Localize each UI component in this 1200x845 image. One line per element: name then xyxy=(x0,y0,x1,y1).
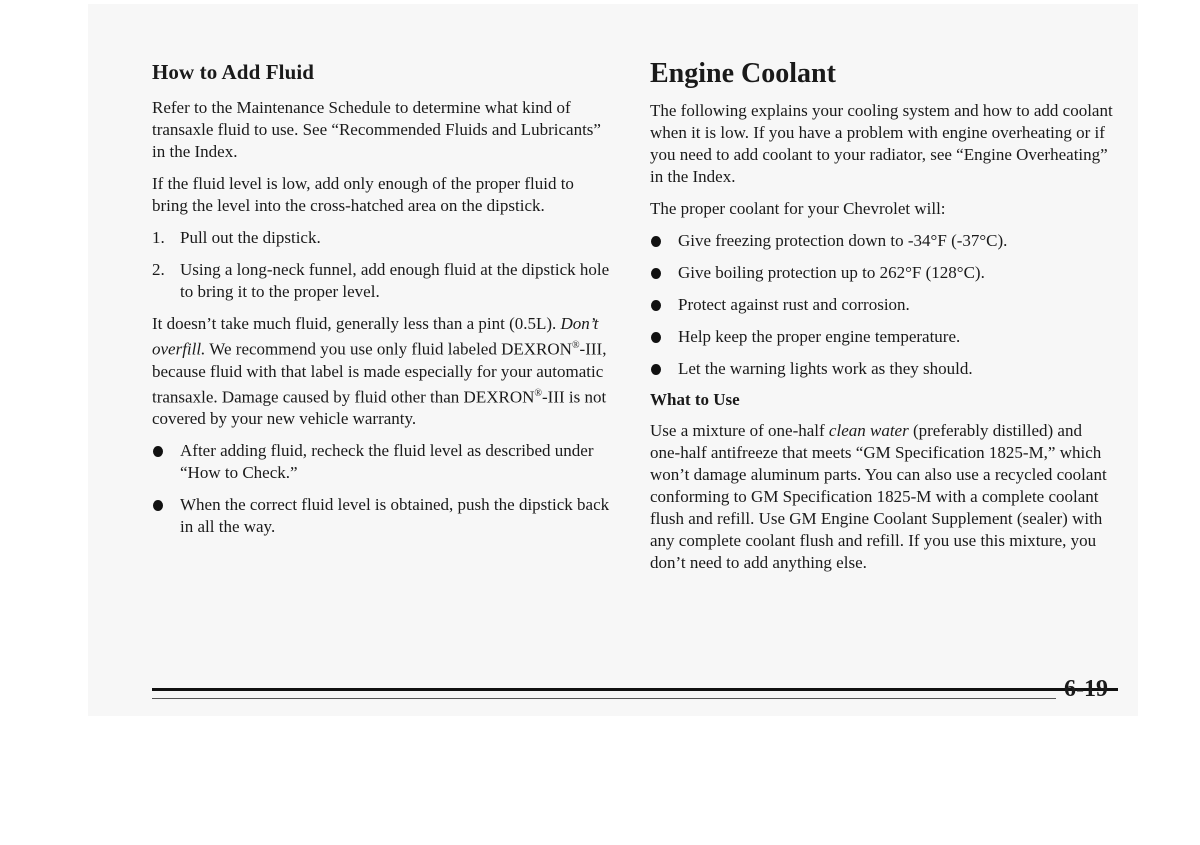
text-span: We recommend you use only fluid labeled DEXRON xyxy=(205,339,572,359)
text-span: It doesn’t take much fluid, generally less than a pint (0.5L). xyxy=(152,314,561,333)
bullet-icon xyxy=(651,332,661,343)
emphasis-text: Don’t overfill. xyxy=(152,314,599,359)
paragraph xyxy=(152,313,614,430)
bullet-list xyxy=(650,230,1116,380)
steps-list xyxy=(152,227,614,303)
bullet-text: Give freezing protection down to -34°F (-37°C). xyxy=(678,231,1008,250)
list-item xyxy=(650,294,1116,316)
bullet-icon xyxy=(651,236,661,247)
bullet-text: Protect against rust and corrosion. xyxy=(678,295,910,314)
step-text: Pull out the dipstick. xyxy=(180,228,321,247)
bullet-icon xyxy=(651,268,661,279)
list-item xyxy=(650,262,1116,284)
bullet-text: Let the warning lights work as they should. xyxy=(678,359,973,378)
what-to-use-heading: What to Use xyxy=(650,390,740,409)
list-item xyxy=(152,259,614,303)
bullet-icon xyxy=(153,500,163,511)
paragraph: The following explains your cooling system and how to add coolant when it is low. If you have a problem with engine overheating or if you need to add coolant to your radiator, see “Engine Overheating” in the Index. xyxy=(650,101,1113,186)
step-number: 2. xyxy=(152,260,165,279)
footer-rule xyxy=(152,688,1118,691)
bullet-text: Give boiling protection up to 262°F (128°C). xyxy=(678,263,985,282)
page-number: 6-19 xyxy=(1064,676,1108,702)
text-span: Use a mixture of one-half xyxy=(650,421,829,440)
bullet-text: When the correct fluid level is obtained, push the dipstick back in all the way. xyxy=(180,495,610,537)
text-span: (preferably distilled) and one-half antifreeze that meets “GM Specification 1825-M,” which won’t damage aluminum parts. You can also use a recycled coolant conforming to GM Specification 1825-M with a complete coolant flush and refill. Use GM Engine Coolant Supplement (sealer) with any complete coolant flush and refill. If you use this mixture, you don’t need to add anything else. xyxy=(650,421,1107,572)
list-item xyxy=(650,358,1116,380)
emphasis-text: clean water xyxy=(828,421,909,440)
bullet-icon xyxy=(651,364,661,375)
paragraph: Refer to the Maintenance Schedule to determine what kind of transaxle fluid to use. See “Recommended Fluids and Lubricants” in the Index. xyxy=(152,98,601,161)
left-column xyxy=(152,60,614,548)
paragraph xyxy=(650,420,1116,574)
step-text: Using a long-neck funnel, add enough fluid at the dipstick hole to bring it to the proper level. xyxy=(180,260,610,301)
manual-page xyxy=(88,4,1138,716)
list-item xyxy=(650,326,1116,348)
paragraph: The proper coolant for your Chevrolet will: xyxy=(650,199,946,218)
engine-coolant-heading: Engine Coolant xyxy=(650,58,836,89)
bullet-text: After adding fluid, recheck the fluid level as described under “How to Check.” xyxy=(180,441,594,483)
bullet-icon xyxy=(651,300,661,311)
text-span: -III, because fluid with that label is made especially for your automatic transaxle. Damage caused by fluid other than DEXRON xyxy=(152,339,607,407)
step-number: 1. xyxy=(152,228,165,247)
list-item xyxy=(152,494,614,538)
bullet-icon xyxy=(153,446,163,457)
registered-mark: ® xyxy=(534,387,542,399)
right-column xyxy=(650,58,1116,584)
bullet-list xyxy=(152,440,614,538)
list-item xyxy=(152,227,614,249)
how-to-add-fluid-heading: How to Add Fluid xyxy=(152,60,315,84)
list-item xyxy=(152,440,614,484)
list-item xyxy=(650,230,1116,252)
paragraph: If the fluid level is low, add only enough of the proper fluid to bring the level into the cross-hatched area on the dipstick. xyxy=(152,174,574,215)
registered-mark: ® xyxy=(571,340,580,351)
text-span: -III is not covered by your new vehicle warranty. xyxy=(152,387,607,429)
footer-rule-thin xyxy=(152,698,1056,699)
bullet-text: Help keep the proper engine temperature. xyxy=(678,327,961,346)
